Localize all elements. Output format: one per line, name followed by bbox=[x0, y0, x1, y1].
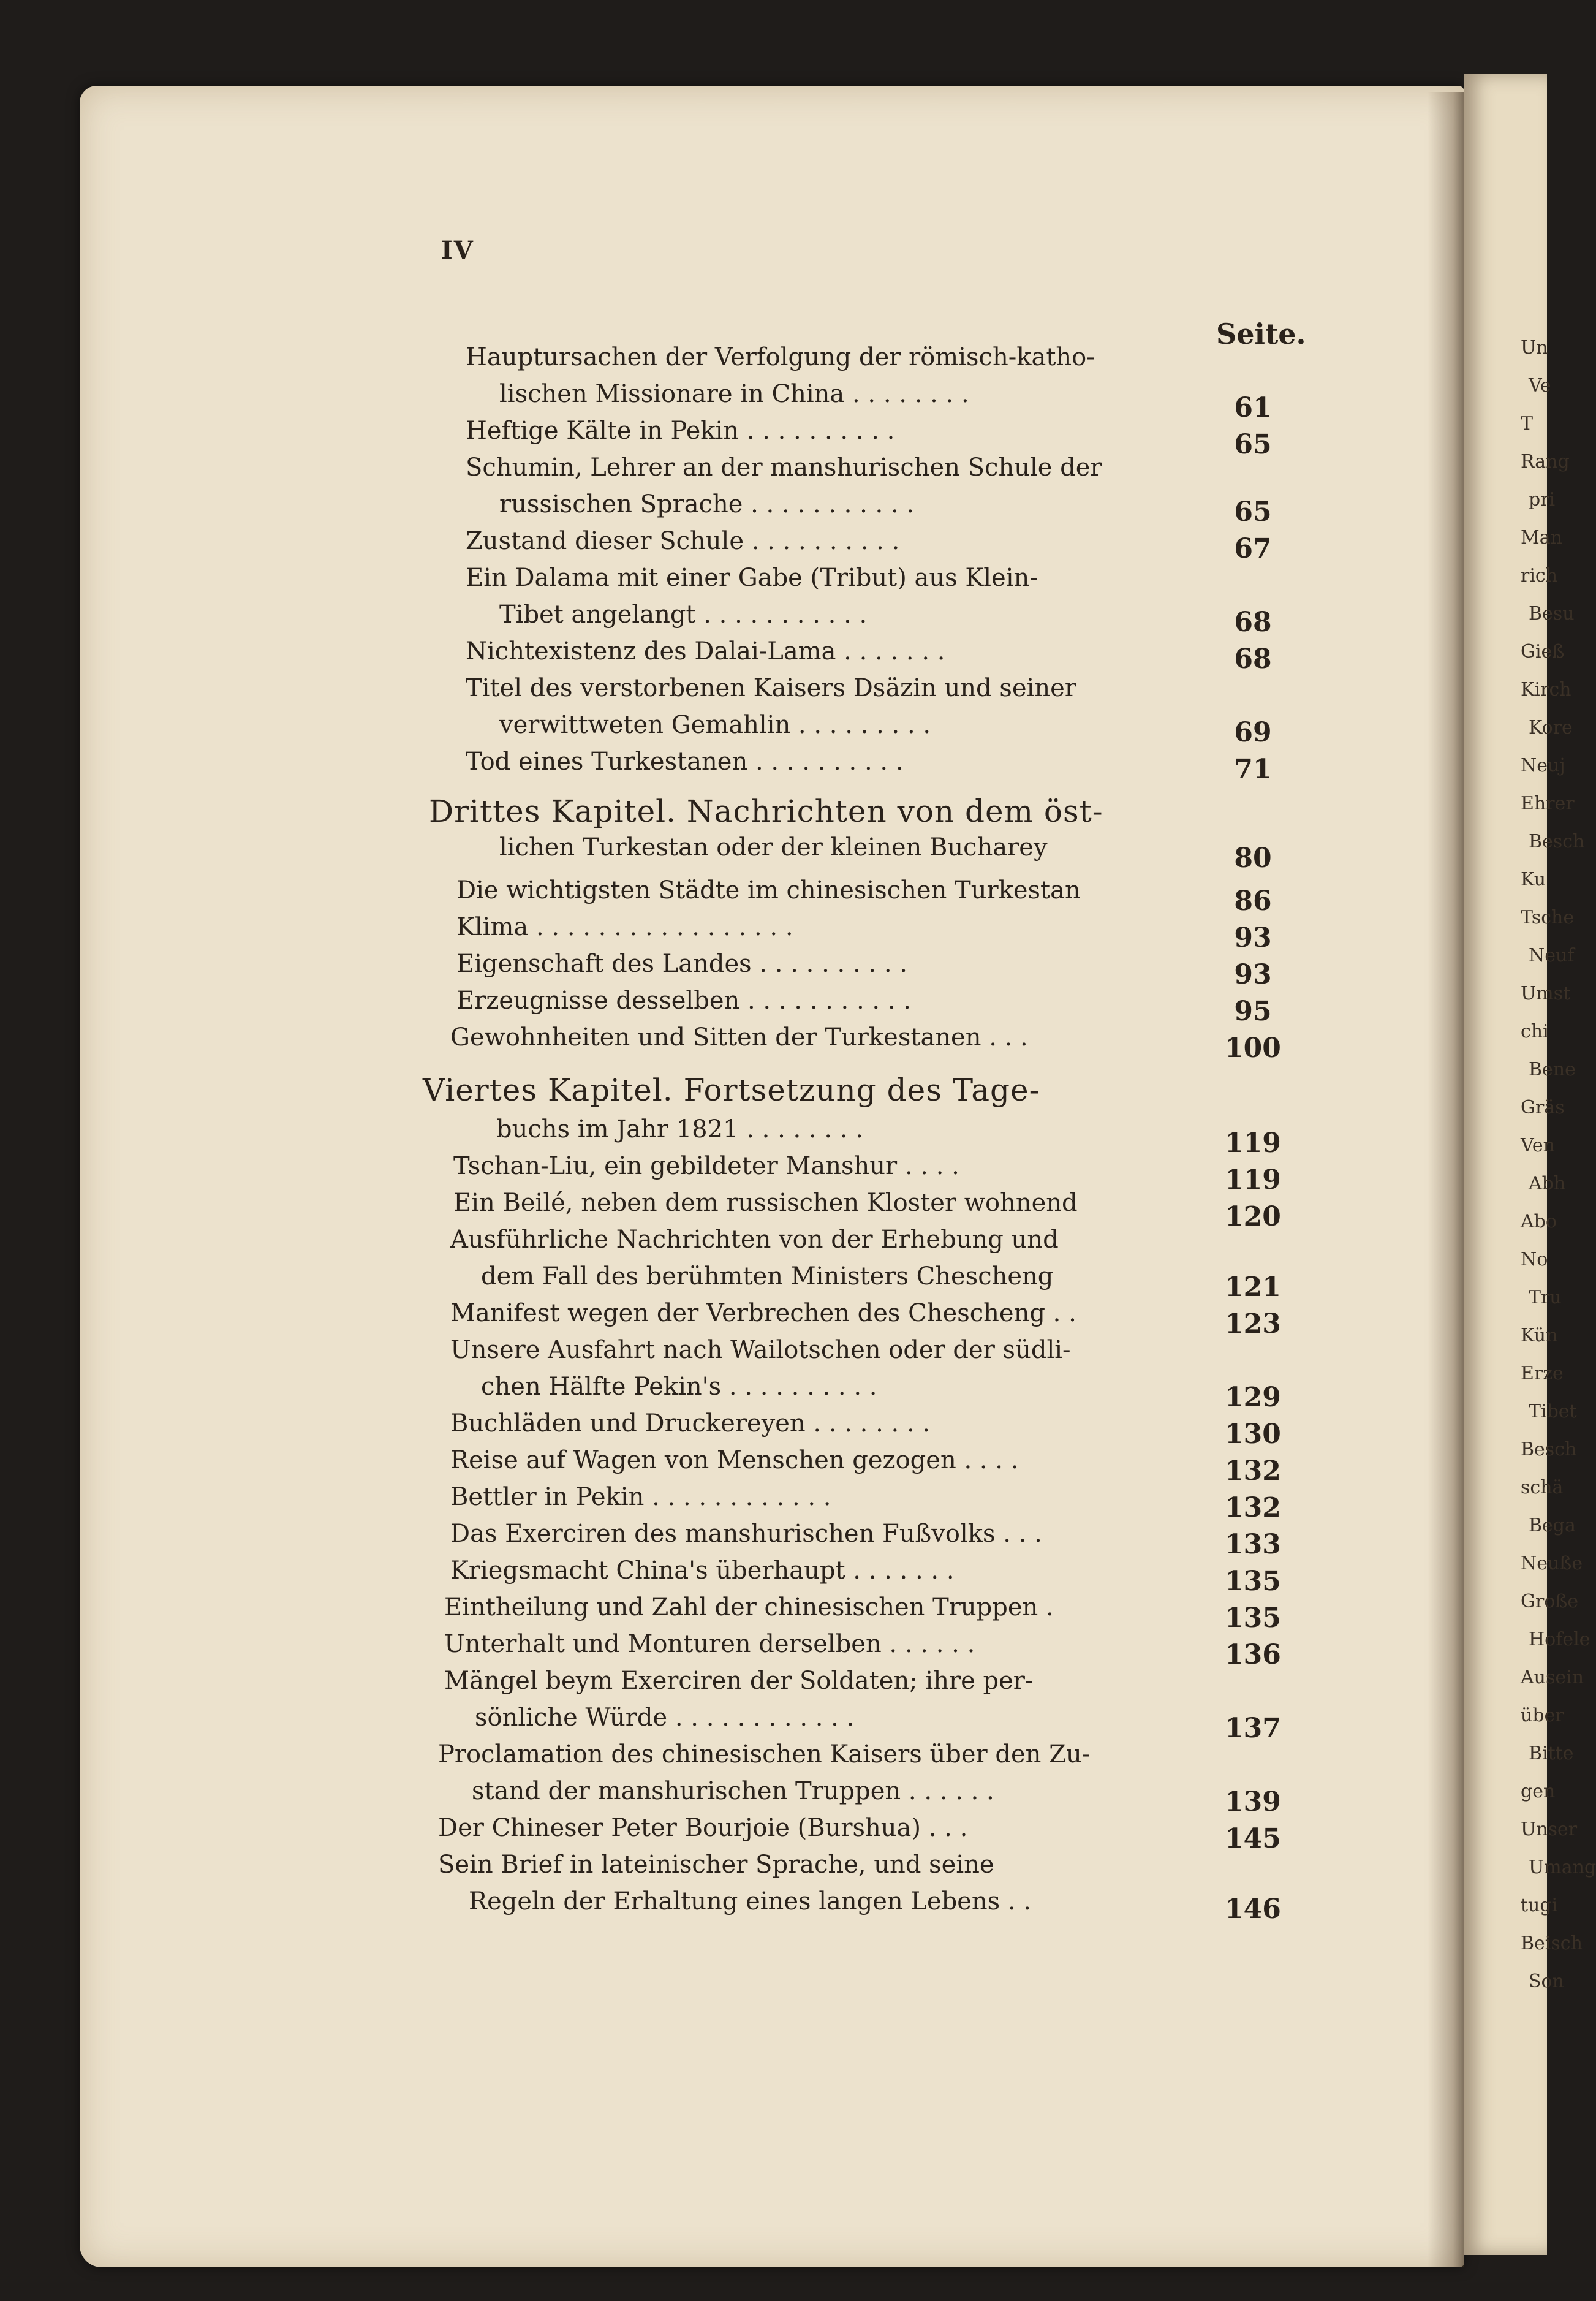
facing-page-fragment: Neuße bbox=[1521, 1553, 1583, 1574]
toc-page-number: 136 bbox=[1225, 1639, 1281, 1670]
facing-page-fragment: Gräs bbox=[1521, 1097, 1565, 1118]
toc-page-number: 139 bbox=[1225, 1786, 1281, 1818]
toc-page-number: 121 bbox=[1225, 1272, 1281, 1303]
facing-page-fragment: Neuf bbox=[1529, 945, 1575, 966]
chapter-heading: Viertes Kapitel. Fortsetzung des Tage- bbox=[423, 1072, 1040, 1108]
facing-page-fragment: Kirch bbox=[1521, 679, 1571, 700]
toc-entry: Manifest wegen der Verbrechen des Chescheng . . bbox=[450, 1299, 1076, 1327]
facing-page-fragment: Besu bbox=[1529, 603, 1575, 624]
facing-page-fragment: Tsche bbox=[1521, 907, 1575, 928]
toc-entry: Tschan-Liu, ein gebildeter Manshur . . . . bbox=[453, 1152, 959, 1180]
toc-entry: Klima . . . . . . . . . . . . . . . . . bbox=[456, 913, 793, 941]
facing-page-fragment: T bbox=[1521, 413, 1534, 434]
toc-entry: sönliche Würde . . . . . . . . . . . . bbox=[475, 1704, 855, 1732]
toc-page-number: 137 bbox=[1225, 1713, 1281, 1744]
toc-entry: Buchläden und Druckereyen . . . . . . . . bbox=[450, 1409, 931, 1438]
toc-page-number: 120 bbox=[1225, 1201, 1281, 1232]
toc-page-number: 135 bbox=[1225, 1602, 1281, 1634]
toc-page-number: 67 bbox=[1234, 533, 1272, 564]
facing-page-fragment: Unser bbox=[1521, 1819, 1578, 1840]
facing-page-fragment: chi bbox=[1521, 1021, 1549, 1042]
facing-page-fragment: Bene bbox=[1529, 1059, 1576, 1080]
toc-entry: Hauptursachen der Verfolgung der römisch-katho- bbox=[466, 343, 1095, 371]
toc-page-number: 93 bbox=[1234, 959, 1272, 990]
facing-page-fragment: Große bbox=[1521, 1591, 1579, 1612]
toc-entry: Der Chineser Peter Bourjoie (Burshua) . . . bbox=[438, 1814, 968, 1842]
book-gutter bbox=[1428, 92, 1464, 2267]
toc-entry: Unsere Ausfahrt nach Wailotschen oder der südli- bbox=[450, 1336, 1071, 1364]
toc-entry: Die wichtigsten Städte im chinesischen Turkestan bbox=[456, 876, 1081, 904]
toc-page-number: 132 bbox=[1225, 1492, 1281, 1523]
toc-page-number: 133 bbox=[1225, 1529, 1281, 1560]
toc-page-number: 145 bbox=[1225, 1823, 1281, 1854]
facing-page-fragment: Ven bbox=[1521, 1135, 1555, 1156]
toc-entry: Tod eines Turkestanen . . . . . . . . . . bbox=[466, 748, 904, 776]
facing-page-fragment: tugi bbox=[1521, 1895, 1558, 1916]
toc-page-number: 68 bbox=[1234, 643, 1272, 675]
facing-page-fragment: Ausein bbox=[1521, 1667, 1584, 1688]
toc-entry: Schumin, Lehrer an der manshurischen Schule der bbox=[466, 453, 1102, 482]
facing-page-fragment: Neuj bbox=[1521, 755, 1565, 776]
toc-page-number: 123 bbox=[1225, 1308, 1281, 1340]
toc-entry: Unterhalt und Monturen derselben . . . . . . bbox=[444, 1630, 975, 1658]
facing-page-fragment: Bitte bbox=[1529, 1743, 1574, 1764]
facing-page bbox=[1464, 74, 1596, 2255]
toc-entry: buchs im Jahr 1821 . . . . . . . . bbox=[496, 1115, 863, 1143]
facing-page-fragment: Rang bbox=[1521, 451, 1570, 472]
toc-page-number: 65 bbox=[1234, 496, 1272, 528]
toc-entry: Regeln der Erhaltung eines langen Lebens . . bbox=[469, 1887, 1032, 1916]
toc-page-number: 129 bbox=[1225, 1382, 1281, 1413]
toc-page-number: 93 bbox=[1234, 922, 1272, 953]
toc-entry: Ein Beilé, neben dem russischen Kloster wohnend bbox=[453, 1189, 1078, 1217]
toc-page-number: 95 bbox=[1234, 996, 1272, 1027]
toc-entry: Eigenschaft des Landes . . . . . . . . . . bbox=[456, 950, 907, 978]
toc-entry: Kriegsmacht China's überhaupt . . . . . . . bbox=[450, 1556, 955, 1585]
facing-page-fragment: Tru bbox=[1529, 1287, 1562, 1308]
toc-entry: Das Exerciren des manshurischen Fußvolks . . . bbox=[450, 1520, 1042, 1548]
toc-entry: Mängel beym Exerciren der Soldaten; ihre per- bbox=[444, 1667, 1034, 1695]
facing-page-fragment: rich bbox=[1521, 565, 1558, 586]
toc-page-number: 146 bbox=[1225, 1893, 1281, 1925]
facing-page-fragment: Umang bbox=[1529, 1857, 1596, 1878]
toc-entry: Bettler in Pekin . . . . . . . . . . . . bbox=[450, 1483, 831, 1511]
toc-page-number: 119 bbox=[1225, 1128, 1281, 1159]
toc-entry: stand der manshurischen Truppen . . . . . . bbox=[472, 1777, 994, 1805]
toc-entry: Gewohnheiten und Sitten der Turkestanen . . . bbox=[450, 1023, 1028, 1052]
toc-page-number: 86 bbox=[1234, 885, 1272, 917]
toc-page-number: 100 bbox=[1225, 1033, 1281, 1064]
facing-page-fragment: schä bbox=[1521, 1477, 1564, 1498]
toc-entry: Sein Brief in lateinischer Sprache, und seine bbox=[438, 1851, 994, 1879]
toc-page-number: 65 bbox=[1234, 429, 1272, 460]
facing-page-fragment: Son bbox=[1529, 1971, 1564, 1992]
facing-page-fragment: Tibet bbox=[1529, 1401, 1577, 1422]
facing-page-fragment: gen bbox=[1521, 1781, 1556, 1802]
facing-page-fragment: Besch bbox=[1521, 1439, 1577, 1460]
toc-entry: Heftige Kälte in Pekin . . . . . . . . . . bbox=[466, 417, 895, 445]
toc-page-number: 71 bbox=[1234, 754, 1272, 785]
facing-page-fragment: Kore bbox=[1529, 717, 1573, 738]
facing-page-fragment: Ve bbox=[1529, 375, 1551, 396]
toc-entry: verwittweten Gemahlin . . . . . . . . . bbox=[499, 711, 931, 739]
facing-page-fragment: Hofele bbox=[1529, 1629, 1590, 1650]
facing-page-fragment: Umst bbox=[1521, 983, 1571, 1004]
chapter-heading: Drittes Kapitel. Nachrichten von dem öst- bbox=[429, 794, 1103, 829]
facing-page-fragment: Beisch bbox=[1521, 1933, 1583, 1954]
facing-page-fragment: Ku bbox=[1521, 869, 1546, 890]
facing-page-fragment: Kün bbox=[1521, 1325, 1558, 1346]
toc-page-number: 68 bbox=[1234, 607, 1272, 638]
toc-entry: chen Hälfte Pekin's . . . . . . . . . . bbox=[481, 1373, 877, 1401]
facing-page-fragment: Besch bbox=[1529, 831, 1585, 852]
toc-page-number: 61 bbox=[1234, 392, 1272, 423]
facing-page-fragment: Abh bbox=[1529, 1173, 1566, 1194]
toc-page-number: 119 bbox=[1225, 1164, 1281, 1196]
facing-page-fragment: Abo bbox=[1521, 1211, 1557, 1232]
toc-entry: Erzeugnisse desselben . . . . . . . . . . . bbox=[456, 987, 911, 1015]
toc-page-number: 130 bbox=[1225, 1419, 1281, 1450]
facing-page-fragment: Un bbox=[1521, 337, 1548, 358]
toc-entry: Tibet angelangt . . . . . . . . . . . bbox=[499, 601, 868, 629]
toc-entry: lichen Turkestan oder der kleinen Bucharey bbox=[499, 833, 1048, 862]
toc-page-number: 80 bbox=[1234, 843, 1272, 874]
facing-page-fragment: No bbox=[1521, 1249, 1548, 1270]
toc-entry: Ausführliche Nachrichten von der Erhebung und bbox=[450, 1226, 1059, 1254]
facing-page-fragment: Bega bbox=[1529, 1515, 1576, 1536]
toc-entry: Zustand dieser Schule . . . . . . . . . . bbox=[466, 527, 900, 555]
page-number: IV bbox=[441, 236, 474, 265]
toc-page-number: 132 bbox=[1225, 1455, 1281, 1487]
seite-header: Seite. bbox=[1216, 317, 1306, 351]
toc-entry: Nichtexistenz des Dalai-Lama . . . . . . . bbox=[466, 637, 945, 665]
toc-entry: Reise auf Wagen von Menschen gezogen . . . . bbox=[450, 1446, 1019, 1474]
facing-page-fragment: Man bbox=[1521, 527, 1562, 548]
toc-page-number: 69 bbox=[1234, 717, 1272, 748]
facing-page-fragment: Ehrer bbox=[1521, 793, 1575, 814]
facing-page-fragment: Gieß bbox=[1521, 641, 1565, 662]
toc-entry: Ein Dalama mit einer Gabe (Tribut) aus Klein- bbox=[466, 564, 1038, 592]
toc-entry: Proclamation des chinesischen Kaisers über den Zu- bbox=[438, 1740, 1091, 1768]
facing-page-fragment: pri bbox=[1529, 489, 1556, 510]
toc-page-number: 135 bbox=[1225, 1566, 1281, 1597]
toc-entry: dem Fall des berühmten Ministers Chescheng bbox=[481, 1262, 1054, 1291]
toc-entry: Eintheilung und Zahl der chinesischen Truppen . bbox=[444, 1593, 1054, 1621]
toc-entry: russischen Sprache . . . . . . . . . . . bbox=[499, 490, 915, 518]
toc-entry: lischen Missionare in China . . . . . . . . bbox=[499, 380, 969, 408]
facing-page-fragment: über bbox=[1521, 1705, 1564, 1726]
facing-page-fragment: Erze bbox=[1521, 1363, 1564, 1384]
toc-entry: Titel des verstorbenen Kaisers Dsäzin und seiner bbox=[466, 674, 1076, 702]
